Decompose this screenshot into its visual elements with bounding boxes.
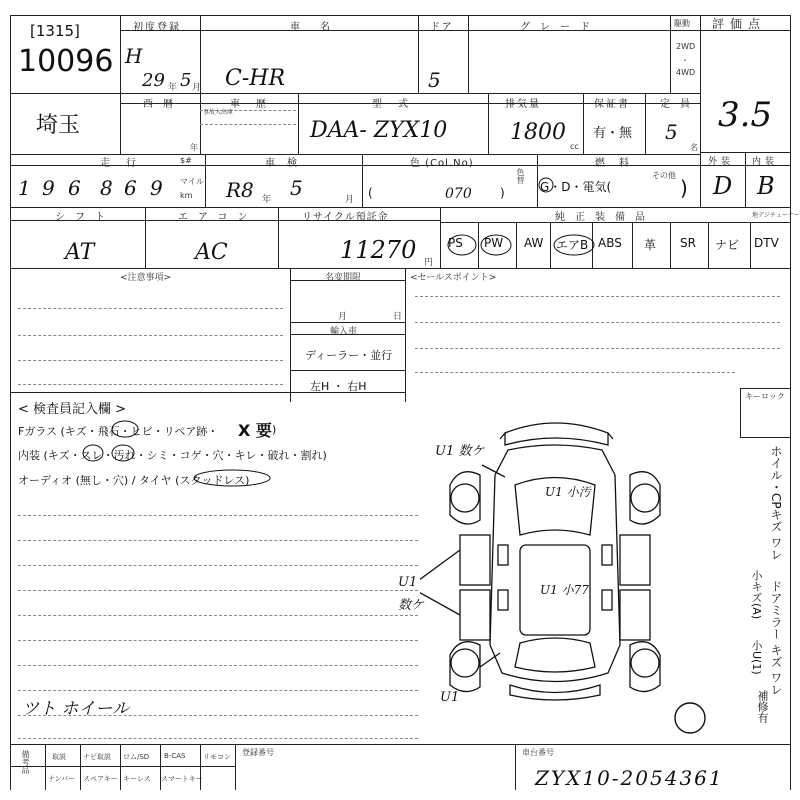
legend-small-u: 小U(1): [750, 640, 763, 675]
import-dealer: ディーラー・並行: [305, 349, 393, 362]
month-unit: 月: [192, 83, 202, 93]
label-warranty: 保証書: [594, 99, 630, 110]
circle-mark: [448, 235, 476, 255]
label-drive: 駆動: [674, 19, 690, 28]
year-unit: 年: [168, 83, 178, 93]
warranty-value: 有・無: [593, 126, 633, 141]
label-capacity: 定員: [660, 99, 700, 110]
label-equipment: 純正装備品: [555, 212, 655, 223]
chassis-no-label: 車台番号: [522, 748, 554, 757]
accessories: [0, 744, 240, 790]
western-year-unit: 年: [190, 143, 198, 152]
label-aircon: エアコン: [178, 212, 258, 223]
audio-note: オーディオ (無し・穴) / タイヤ (スタッドレス): [18, 474, 250, 487]
label-model: 型式: [372, 99, 424, 110]
label-inspection: 車検: [265, 158, 309, 169]
label-shift: シフト: [55, 212, 115, 223]
damage-left-side2: 数ケ: [398, 598, 425, 613]
circle-mark: [539, 178, 553, 192]
label-western: 西暦: [143, 99, 183, 110]
label-car-name: 車名: [290, 22, 350, 33]
label-color: 色 (Col.No): [410, 158, 474, 169]
accessory-bottom: スマートキー: [161, 775, 203, 783]
accessory-bottom: ナンバー: [48, 775, 76, 783]
equipment-navi: ナビ: [715, 238, 740, 252]
history-note: 事故入出庫: [203, 109, 234, 116]
label-meter: $#: [180, 156, 192, 165]
prefecture: 埼玉: [36, 113, 81, 138]
accessory-bottom: キーレス: [123, 775, 151, 783]
mileage-digit: 9: [150, 176, 163, 200]
drive-4wd: 4WD: [676, 68, 696, 77]
label-score: 評価点: [712, 17, 767, 31]
mileage-digit: 6: [124, 176, 137, 200]
equipment-ps: PS: [448, 236, 463, 250]
equipment-airbag: エアB: [556, 238, 589, 252]
label-first-reg: 初度登録: [133, 22, 181, 33]
inspection-month-unit: 月: [345, 195, 355, 205]
circle-mark: [112, 421, 138, 437]
km-unit: km: [180, 191, 193, 200]
reg-era: H: [125, 44, 143, 68]
name-change-month: 月: [338, 312, 348, 322]
name-change-label: 名変期限: [325, 273, 362, 283]
glass-close: ): [272, 423, 277, 436]
damage-center: U1 小77: [540, 583, 589, 597]
circle-mark: [194, 470, 270, 486]
lot-number: 10096: [18, 44, 114, 79]
damage-front-roof: U1 数ケ: [435, 444, 485, 459]
reg-month: 5: [180, 70, 192, 91]
label-recycle: リサイクル預託金: [302, 212, 389, 223]
equipment-aw: AW: [524, 236, 544, 250]
lot-prefix: [1315]: [30, 22, 80, 40]
mileage-digit: 9: [42, 176, 55, 200]
label-displacement: 排気量: [505, 99, 541, 110]
equipment-sr: SR: [680, 236, 696, 250]
accessory-bottom: スペアキー: [83, 775, 118, 783]
circle-mark: [554, 235, 594, 255]
accessory-side-label: 備考品: [21, 750, 30, 774]
inspection-era: R8: [226, 178, 254, 202]
inspection-month: 5: [290, 176, 303, 200]
import-handle: 左H ・ 右H: [310, 380, 367, 393]
damage-rear-left: U1: [440, 690, 460, 705]
door-value: 5: [428, 68, 441, 92]
label-grade: グレード: [520, 22, 600, 33]
chassis-number: ZYX10-2054361: [535, 766, 724, 790]
sales-point-label: <セールスポイント>: [410, 273, 497, 283]
mile-unit: マイル: [180, 177, 204, 186]
legend-small-scratch: 小キズ(A): [750, 570, 763, 620]
car-name-value: C-HR: [225, 66, 286, 91]
score-value: 3.5: [718, 95, 773, 135]
model-value: DAA- ZYX10: [310, 118, 448, 143]
label-interior: 内装: [752, 157, 779, 167]
mileage-digit: 1: [18, 176, 31, 200]
reg-year: 29: [142, 70, 165, 91]
color-change: 色替: [516, 168, 525, 184]
color-paren-open: (: [368, 186, 373, 200]
accessory-top: ロム/SD: [123, 753, 150, 761]
equipment-leather: 革: [644, 238, 657, 252]
mileage-digit: 6: [68, 176, 81, 200]
label-history: 車歴: [230, 99, 282, 110]
displacement-value: 1800: [510, 120, 566, 145]
recycle-value: 11270: [340, 236, 417, 264]
color-paren-close: ): [500, 186, 505, 200]
shift-value: AT: [65, 240, 95, 265]
interior-value: B: [757, 172, 775, 200]
fuel-close: ): [680, 176, 688, 200]
capacity-value: 5: [665, 120, 678, 144]
equipment-pw: PW: [484, 236, 504, 250]
label-mileage: 走行: [100, 158, 152, 169]
equipment-dtv: DTV: [754, 236, 779, 250]
equipment-abs: ABS: [598, 236, 622, 250]
label-door: ドア: [430, 22, 454, 33]
glass-mark: X 要: [238, 421, 272, 440]
inspection-year-unit: 年: [262, 195, 272, 205]
damage-left-side: U1: [398, 575, 418, 590]
color-no: 070: [445, 186, 472, 202]
inspector-label: < 検査員記入欄 >: [18, 402, 127, 417]
key-lock-label: キーロック: [745, 392, 785, 401]
label-exterior: 外装: [708, 157, 735, 167]
label-tuner: 地デジチューナー: [752, 212, 800, 219]
person-unit: 名: [690, 143, 698, 152]
circle-mark: [112, 445, 134, 461]
damage-hood: U1 小汚: [545, 485, 591, 499]
glass-note: Fガラス (キズ・飛石・ヒビ・リペア跡・: [18, 425, 219, 438]
accessory-top: 取説: [52, 753, 66, 761]
register-no-label: 登録番号: [242, 748, 274, 757]
drive-dot: ・: [681, 56, 689, 65]
fuel-options: G・D・電気(: [540, 180, 612, 194]
aircon-value: AC: [195, 240, 228, 265]
empty-circle: [675, 703, 705, 733]
legend-wheel: ホイル・CPキズ ワレ: [769, 445, 783, 561]
circle-mark: [481, 235, 511, 255]
legend-mirror: ドアミラー キズ ワレ: [769, 580, 783, 696]
accessory-top: B-CAS: [164, 752, 186, 760]
fuel-other: その他: [652, 171, 676, 180]
name-change-day: 日: [393, 312, 403, 322]
mileage-digit: 8: [100, 176, 113, 200]
circle-mark: [83, 445, 103, 461]
import-label: 輸入車: [330, 327, 358, 337]
drive-2wd: 2WD: [676, 42, 696, 51]
legend-repaired: 補修有: [756, 690, 769, 723]
accessory-top: リモコン: [203, 753, 231, 761]
exterior-value: D: [713, 172, 733, 200]
cc-unit: cc: [570, 142, 579, 151]
handwritten-note: ツト ホイール: [22, 699, 130, 719]
notes-label: <注意事項>: [120, 273, 172, 283]
yen-unit: 円: [424, 258, 434, 268]
accessory-top: ナビ取説: [83, 753, 111, 761]
label-fuel: 燃料: [595, 158, 643, 169]
interior-note: 内装 (キズ・スレ・汚れ・シミ・コゲ・穴・キレ・破れ・割れ): [18, 449, 327, 462]
